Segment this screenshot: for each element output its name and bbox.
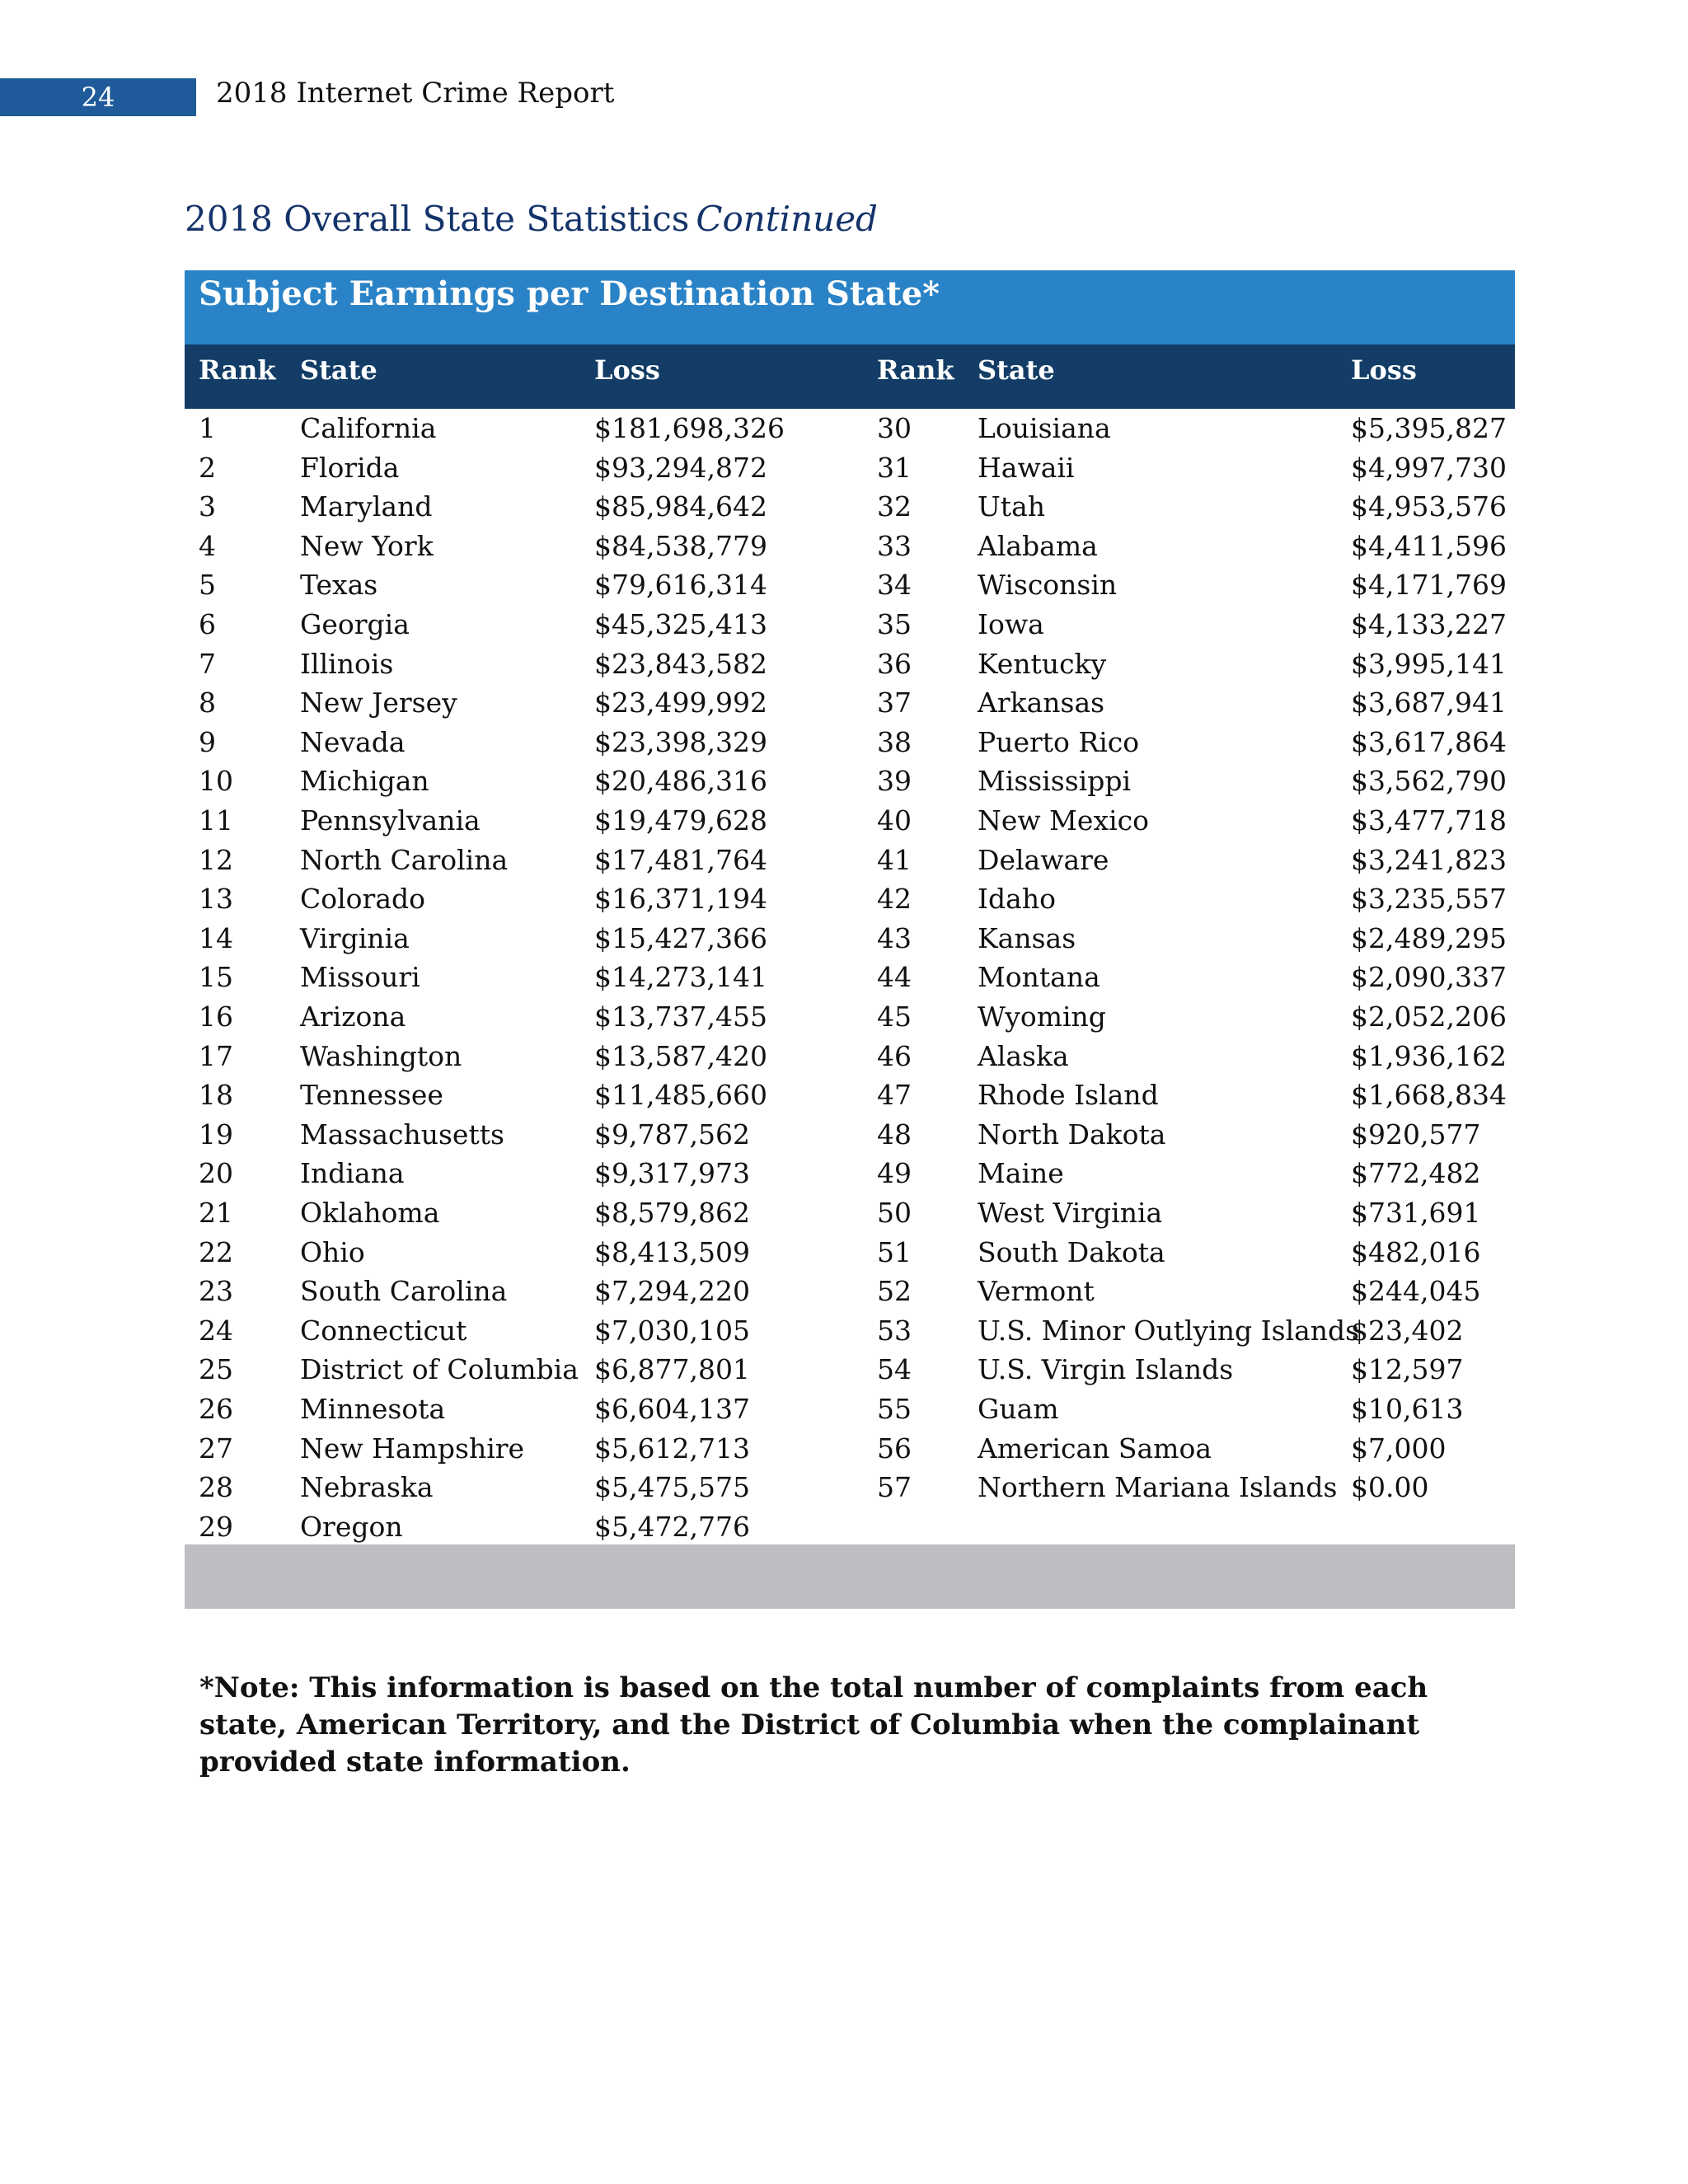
cell-rank: 18 [199,1079,233,1112]
cell-loss: $4,997,730 [1351,451,1507,484]
cell-loss: $84,538,779 [594,529,767,562]
table-row [185,1037,1515,1076]
cell-loss: $4,133,227 [1351,608,1507,640]
cell-rank: 41 [877,843,912,876]
cell-loss: $13,737,455 [594,1001,767,1033]
cell-state: Missouri [300,961,420,994]
table-row [185,919,1515,958]
cell-rank: 54 [877,1353,912,1386]
cell-rank: 46 [877,1039,912,1072]
cell-state: Puerto Rico [978,725,1140,758]
cell-rank: 52 [877,1275,912,1308]
column-header-rank-left: Rank [199,354,276,386]
cell-loss: $9,787,562 [594,1118,750,1151]
cell-rank: 15 [199,961,233,994]
cell-rank: 10 [199,765,233,798]
cell-loss: $85,984,642 [594,490,767,523]
table-row [185,683,1515,723]
table-row [185,1311,1515,1351]
cell-state: West Virginia [978,1197,1163,1229]
cell-state: Arizona [300,1001,406,1033]
cell-loss: $5,612,713 [594,1432,750,1465]
cell-loss: $12,597 [1351,1353,1464,1386]
cell-rank: 27 [199,1432,233,1465]
cell-loss: $3,241,823 [1351,843,1507,876]
cell-rank: 13 [199,883,233,916]
cell-rank: 23 [199,1275,233,1308]
cell-state: Louisiana [978,412,1111,444]
cell-state: Utah [978,490,1046,523]
cell-rank: 45 [877,1001,912,1033]
cell-rank: 53 [877,1314,912,1347]
cell-rank: 30 [877,412,912,444]
table-body [185,409,1515,1544]
page-number: 24 [0,78,196,116]
cell-loss: $6,604,137 [594,1393,750,1425]
cell-loss: $8,579,862 [594,1197,750,1229]
cell-rank: 2 [199,451,216,484]
column-header-state-left: State [300,354,377,386]
cell-state: Kentucky [978,647,1107,680]
cell-rank: 57 [877,1471,912,1504]
cell-loss: $3,235,557 [1351,883,1507,916]
cell-state: U.S. Virgin Islands [978,1353,1234,1386]
cell-rank: 37 [877,687,912,719]
cell-rank: 21 [199,1197,233,1229]
cell-loss: $11,485,660 [594,1079,767,1112]
cell-loss: $2,489,295 [1351,921,1507,954]
cell-rank: 5 [199,569,216,602]
table-row [185,1233,1515,1272]
cell-loss: $13,587,420 [594,1039,767,1072]
table-row [185,801,1515,841]
cell-loss: $23,499,992 [594,687,767,719]
cell-rank: 34 [877,569,912,602]
cell-rank: 7 [199,647,216,680]
table-header-row [185,344,1515,409]
cell-loss: $23,843,582 [594,647,767,680]
cell-rank: 28 [199,1471,233,1504]
cell-state: New Hampshire [300,1432,525,1465]
cell-state: Wyoming [978,1001,1106,1033]
cell-rank: 44 [877,961,912,994]
table-row [185,487,1515,527]
cell-state: District of Columbia [300,1353,579,1386]
running-header-title: 2018 Internet Crime Report [216,77,615,110]
table-title: Subject Earnings per Destination State* [185,270,1515,344]
table-row [185,1154,1515,1193]
table-row [185,997,1515,1037]
cell-state: Oklahoma [300,1197,440,1229]
cell-rank: 39 [877,765,912,798]
cell-rank: 49 [877,1157,912,1190]
cell-rank: 36 [877,647,912,680]
cell-rank: 50 [877,1197,912,1229]
cell-rank: 19 [199,1118,233,1151]
cell-state: North Carolina [300,843,509,876]
cell-state: Nevada [300,725,406,758]
table-row [185,448,1515,488]
cell-state: New York [300,529,434,562]
cell-state: South Carolina [300,1275,508,1308]
cell-state: Oregon [300,1510,403,1543]
cell-loss: $7,000 [1351,1432,1447,1465]
cell-loss: $772,482 [1351,1157,1481,1190]
cell-state: Idaho [978,883,1056,916]
cell-state: Ohio [300,1235,365,1268]
table-row [185,409,1515,448]
cell-state: U.S. Minor Outlying Islands [978,1314,1360,1347]
cell-loss: $6,877,801 [594,1353,750,1386]
cell-rank: 26 [199,1393,233,1425]
cell-loss: $1,936,162 [1351,1039,1507,1072]
table-footer-bar [185,1544,1515,1609]
cell-loss: $15,427,366 [594,921,767,954]
table-row [185,605,1515,644]
table-row [185,1507,1515,1547]
cell-state: Arkansas [978,687,1105,719]
cell-loss: $181,698,326 [594,412,785,444]
cell-state: Illinois [300,647,394,680]
cell-state: Pennsylvania [300,804,481,837]
column-header-state-right: State [978,354,1055,386]
cell-rank: 25 [199,1353,233,1386]
section-title-continued: Continued [696,199,878,239]
cell-state: Rhode Island [978,1079,1159,1112]
cell-rank: 48 [877,1118,912,1151]
column-header-loss-right: Loss [1351,354,1417,386]
cell-state: American Samoa [978,1432,1212,1465]
table-row [185,1193,1515,1233]
cell-loss: $19,479,628 [594,804,767,837]
cell-loss: $10,613 [1351,1393,1464,1425]
cell-loss: $17,481,764 [594,843,767,876]
cell-rank: 14 [199,921,233,954]
cell-loss: $7,294,220 [594,1275,750,1308]
cell-loss: $731,691 [1351,1197,1481,1229]
cell-state: Michigan [300,765,429,798]
cell-rank: 40 [877,804,912,837]
cell-state: Minnesota [300,1393,446,1425]
cell-state: Mississippi [978,765,1131,798]
cell-state: Virginia [300,921,410,954]
cell-state: South Dakota [978,1235,1165,1268]
cell-loss: $16,371,194 [594,883,767,916]
table-row [185,1115,1515,1155]
cell-loss: $3,477,718 [1351,804,1507,837]
cell-state: Washington [300,1039,462,1072]
cell-state: Delaware [978,843,1109,876]
cell-loss: $2,052,206 [1351,1001,1507,1033]
cell-state: Montana [978,961,1100,994]
cell-loss: $7,030,105 [594,1314,750,1347]
cell-rank: 51 [877,1235,912,1268]
cell-loss: $14,273,141 [594,961,767,994]
cell-rank: 3 [199,490,216,523]
cell-state: Vermont [978,1275,1095,1308]
cell-loss: $8,413,509 [594,1235,750,1268]
cell-loss: $3,687,941 [1351,687,1507,719]
cell-rank: 1 [199,412,216,444]
cell-state: Alaska [978,1039,1069,1072]
cell-loss: $2,090,337 [1351,961,1507,994]
table-row [185,723,1515,762]
cell-loss: $9,317,973 [594,1157,750,1190]
cell-rank: 42 [877,883,912,916]
table-row [185,1390,1515,1429]
cell-loss: $3,995,141 [1351,647,1507,680]
table-row [185,1076,1515,1115]
column-header-rank-right: Rank [877,354,954,386]
table-row [185,527,1515,566]
cell-rank: 35 [877,608,912,640]
cell-rank: 55 [877,1393,912,1425]
cell-loss: $5,395,827 [1351,412,1507,444]
cell-state: Alabama [978,529,1098,562]
cell-loss: $4,953,576 [1351,490,1507,523]
cell-state: Tennessee [300,1079,443,1112]
cell-state: Massachusetts [300,1118,504,1151]
column-header-loss-left: Loss [594,354,660,386]
cell-rank: 12 [199,843,233,876]
cell-loss: $93,294,872 [594,451,767,484]
cell-state: Northern Mariana Islands [978,1471,1338,1504]
table-row [185,1272,1515,1311]
cell-loss: $0.00 [1351,1471,1429,1504]
cell-state: Colorado [300,883,425,916]
cell-state: Georgia [300,608,410,640]
cell-rank: 17 [199,1039,233,1072]
cell-loss: $23,398,329 [594,725,767,758]
cell-loss: $5,472,776 [594,1510,750,1543]
cell-rank: 43 [877,921,912,954]
table-row [185,1468,1515,1507]
cell-state: New Jersey [300,687,457,719]
cell-loss: $23,402 [1351,1314,1464,1347]
table-row [185,644,1515,684]
cell-rank: 32 [877,490,912,523]
cell-rank: 20 [199,1157,233,1190]
cell-state: Connecticut [300,1314,467,1347]
cell-loss: $20,486,316 [594,765,767,798]
cell-rank: 29 [199,1510,233,1543]
cell-state: Guam [978,1393,1059,1425]
cell-state: Iowa [978,608,1044,640]
table-row [185,762,1515,801]
cell-state: Texas [300,569,378,602]
cell-state: New Mexico [978,804,1149,837]
cell-state: Maine [978,1157,1064,1190]
cell-state: Florida [300,451,400,484]
cell-rank: 24 [199,1314,233,1347]
cell-loss: $482,016 [1351,1235,1481,1268]
cell-state: Kansas [978,921,1076,954]
cell-state: California [300,412,437,444]
section-title [185,194,878,244]
cell-state: Wisconsin [978,569,1118,602]
cell-rank: 38 [877,725,912,758]
cell-loss: $244,045 [1351,1275,1481,1308]
table-row [185,1350,1515,1390]
cell-loss: $3,562,790 [1351,765,1507,798]
cell-rank: 8 [199,687,216,719]
cell-loss: $3,617,864 [1351,725,1507,758]
cell-rank: 4 [199,529,216,562]
table-row [185,565,1515,605]
footnote: *Note: This information is based on the total number of complaints from each state, American Territory, and the District of Columbia when the complainant provided state information. [199,1671,1428,1779]
section-title-text: 2018 Overall State Statistics [185,199,690,239]
cell-state: Maryland [300,490,433,523]
cell-loss: $920,577 [1351,1118,1481,1151]
cell-rank: 31 [877,451,912,484]
cell-rank: 47 [877,1079,912,1112]
cell-loss: $4,171,769 [1351,569,1507,602]
cell-rank: 33 [877,529,912,562]
cell-rank: 56 [877,1432,912,1465]
cell-rank: 6 [199,608,216,640]
cell-rank: 16 [199,1001,233,1033]
cell-state: Hawaii [978,451,1075,484]
cell-loss: $4,411,596 [1351,529,1507,562]
cell-rank: 11 [199,804,233,837]
cell-loss: $1,668,834 [1351,1079,1507,1112]
table-row [185,1429,1515,1469]
table-row [185,958,1515,997]
cell-state: North Dakota [978,1118,1166,1151]
cell-state: Indiana [300,1157,405,1190]
cell-loss: $45,325,413 [594,608,767,640]
table-row [185,841,1515,880]
table-row [185,879,1515,919]
cell-loss: $79,616,314 [594,569,767,602]
cell-state: Nebraska [300,1471,434,1504]
cell-rank: 9 [199,725,216,758]
cell-loss: $5,475,575 [594,1471,750,1504]
cell-rank: 22 [199,1235,233,1268]
